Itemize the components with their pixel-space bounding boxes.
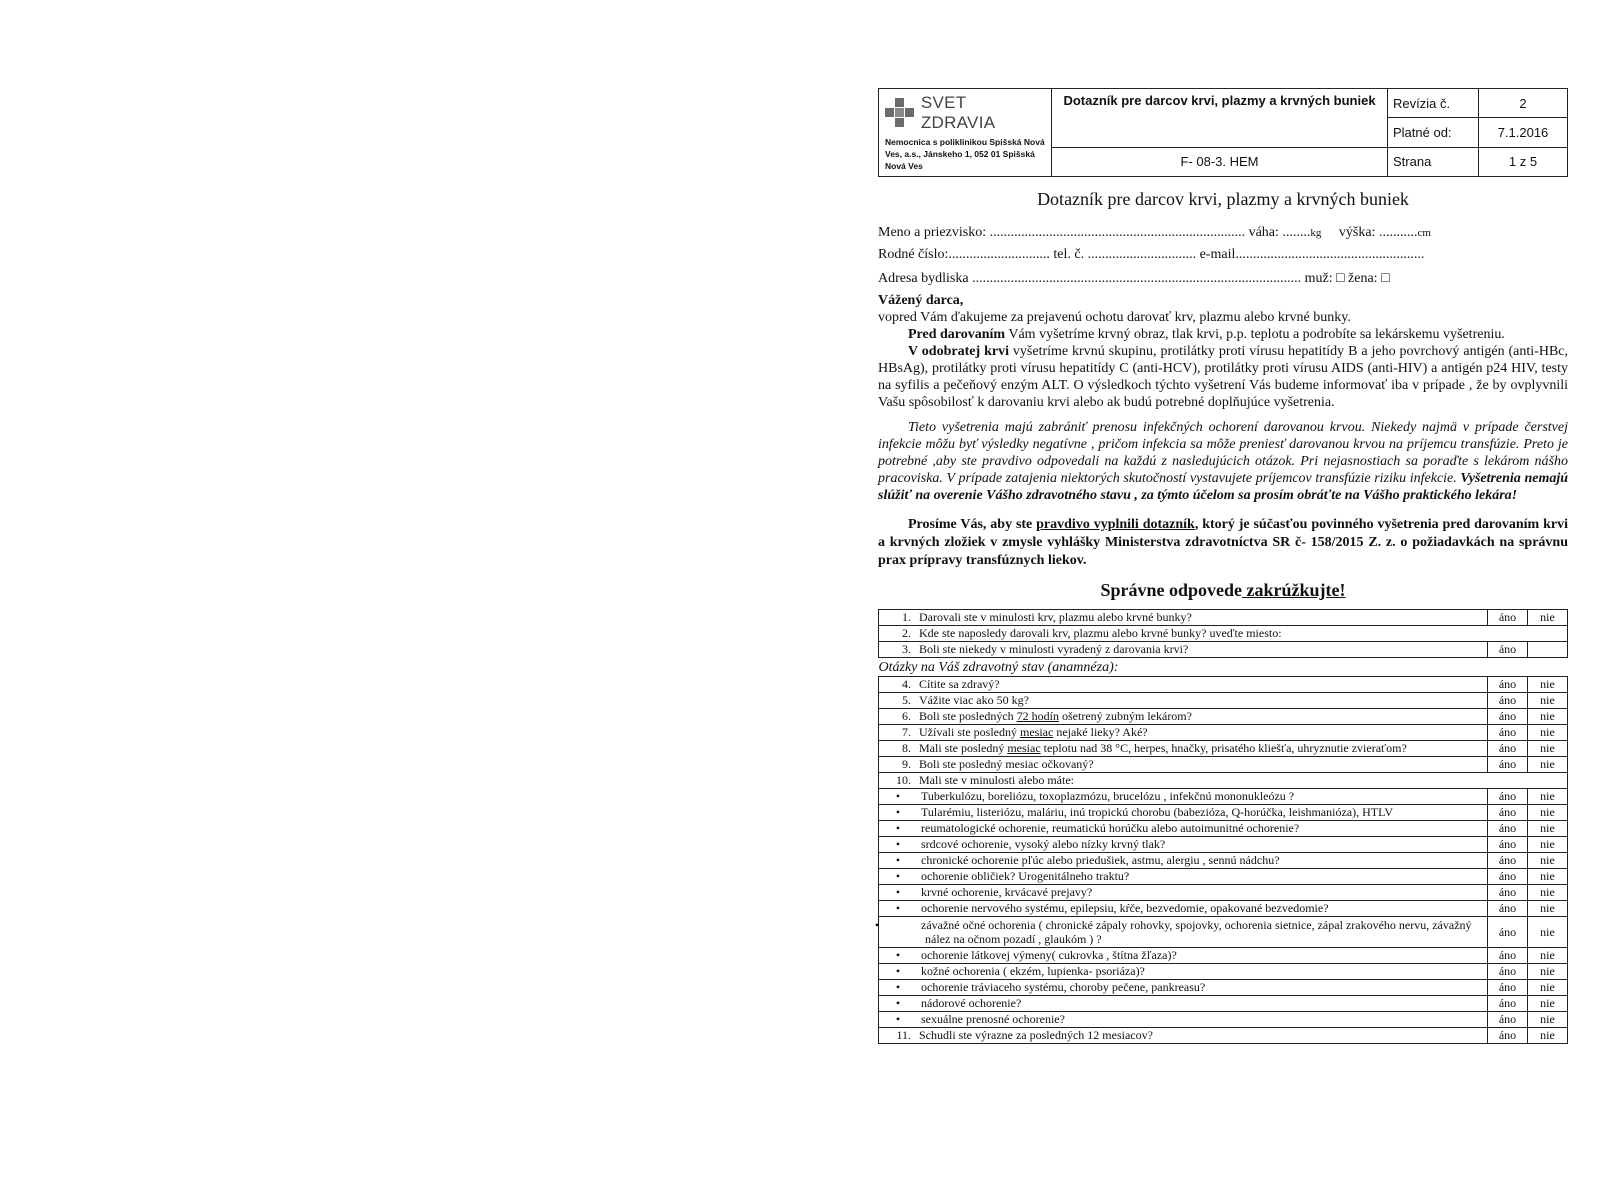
question-row-9 (879, 757, 1568, 773)
intro-text: vopred Vám ďakujeme za prejavenú ochotu darovať krv, plazmu alebo krvné bunky. (878, 310, 1351, 325)
condition-text: ochorenie obličiek? Urogenitálneho traktu? (921, 869, 1130, 883)
blood-tests-bold: V odobratej krvi (908, 344, 1009, 359)
condition-text: srdcové ochorenie, vysoký alebo nízky krvný tlak? (921, 837, 1166, 851)
condition-text: Tuberkulózu, boreliózu, toxoplazmózu, brucelózu , infekčnú mononukleózu ? (921, 789, 1295, 803)
address-gender-line: Adresa bydliska .............................................................................................. muž: □ žena: □ (878, 271, 1390, 286)
page-value: 1 z 5 (1479, 147, 1568, 176)
question-text-underline: 72 hodín (1016, 709, 1060, 723)
condition-row-9 (879, 917, 1568, 948)
question-number: 6. (902, 709, 911, 723)
question-row-7 (879, 725, 1568, 741)
bullet-icon: • (895, 980, 901, 994)
question-number: 10. (896, 773, 911, 787)
valid-from-label: Platné od: (1388, 118, 1479, 147)
answers-instruction-a: Správne odpovede (1100, 580, 1243, 600)
before-donation-text: Vám vyšetríme krvný obraz, tlak krvi, p.p. teplotu a podrobíte sa lekárskemu vyšetreniu. (1005, 327, 1505, 342)
question-row-2 (879, 626, 1568, 642)
condition-text: krvné ochorenie, krvácavé prejavy? (921, 885, 1093, 899)
page-label: Strana (1388, 147, 1479, 176)
question-row-1 (879, 610, 1568, 626)
form-code: F- 08-3. HEM (1052, 147, 1388, 176)
answers-instruction (878, 580, 1568, 601)
question-number: 8. (902, 741, 911, 755)
question-text: Boli ste niekedy v minulosti vyradený z darovania krvi? (919, 642, 1189, 656)
question-text-b: ošetrený zubným lekárom? (1059, 709, 1192, 723)
condition-text: reumatologické ochorenie, reumatickú horúčku alebo autoimunitné ochorenie? (921, 821, 1300, 835)
infection-warning-paragraph (878, 419, 1568, 504)
document-header (878, 88, 1568, 177)
answer-no[interactable]: nie (1528, 996, 1568, 1012)
bullet-icon: • (895, 996, 901, 1010)
question-text: Schudli ste výrazne za posledných 12 mesiacov? (919, 1028, 1153, 1042)
answer-yes[interactable]: áno (1488, 741, 1528, 757)
revision-label: Revízia č. (1388, 89, 1479, 118)
question-number: 3. (902, 642, 911, 656)
condition-row-8 (879, 901, 1568, 917)
blood-tests-text: vyšetríme krvnú skupinu, protilátky proti vírusu hepatitídy B a jeho povrchový antigén (anti-HBc, HBsAg), protilátky proti vírusu hepatitídy C (anti-HCV), protilátky proti vírusu AIDS (anti-HIV) a antigén p24 HIV, testy na syfilis a pečeňový enzým ALT. O výsledkoch týchto vyšetrení Vás budeme informovať iba v prípade , že by ovplyvnili Vašu spôsobilosť k darovaniu krvi alebo ak budú potrebné doplňujúce vyšetrenia. (878, 344, 1568, 410)
answer-no[interactable] (1528, 642, 1568, 658)
answer-no[interactable]: nie (1528, 1028, 1568, 1044)
answer-no[interactable]: nie (1528, 789, 1568, 805)
question-number: 7. (902, 725, 911, 739)
question-row-11 (879, 1028, 1568, 1044)
question-number: 1. (902, 610, 911, 624)
answer-no[interactable]: nie (1528, 741, 1568, 757)
answer-no[interactable]: nie (1528, 821, 1568, 837)
answer-no[interactable]: nie (1528, 885, 1568, 901)
condition-text: chronické ochorenie pľúc alebo priedušiek, astmu, alergiu , sennú nádchu? (921, 853, 1280, 867)
logo-cell (879, 89, 1052, 177)
condition-row-11 (879, 964, 1568, 980)
answer-no[interactable]: nie (1528, 693, 1568, 709)
question-text-a: Užívali ste posledný (919, 725, 1020, 739)
answer-no[interactable]: nie (1528, 805, 1568, 821)
answer-yes[interactable]: áno (1488, 805, 1528, 821)
answer-yes[interactable]: áno (1488, 693, 1528, 709)
question-text-b: teplotu nad 38 °C, herpes, hnačky, prisatého kliešťa, uhryznutie zvieraťom? (1040, 741, 1407, 755)
condition-text: závažné očné ochorenia ( chronické zápaly rohovky, spojovky, ochorenia sietnice, zápal zrakového nervu, závažný nález na očnom pozadí , glaukóm ) ? (921, 918, 1472, 946)
cm-unit: cm (1417, 227, 1431, 239)
name-field: Meno a priezvisko: ......................................................................... váha: ........ (878, 225, 1311, 240)
question-text: Kde ste naposledy darovali krv, plazmu alebo krvné bunky? uveďte miesto: (919, 626, 1282, 640)
blood-tests-paragraph (878, 343, 1568, 411)
bullet-icon: • (895, 885, 901, 899)
answers-instruction-underline: zakrúžkujte! (1242, 580, 1346, 600)
answer-no[interactable]: nie (1528, 1012, 1568, 1028)
question-text: Vážite viac ako 50 kg? (919, 693, 1029, 707)
answer-yes[interactable]: áno (1488, 1028, 1528, 1044)
before-donation-bold: Pred darovaním (908, 327, 1006, 342)
answer-no[interactable]: nie (1528, 757, 1568, 773)
question-number: 2. (902, 626, 911, 640)
answer-yes[interactable]: áno (1488, 901, 1528, 917)
answer-yes[interactable]: áno (1488, 789, 1528, 805)
kg-unit: kg (1310, 227, 1322, 239)
height-field: výška: ........... (1338, 225, 1418, 240)
answer-yes[interactable]: áno (1488, 725, 1528, 741)
request-underline: pravdivo vyplnili dotazník (1036, 517, 1195, 532)
question-text-a: Boli ste posledných (919, 709, 1017, 723)
valid-from-value: 7.1.2016 (1479, 118, 1568, 147)
request-paragraph (878, 516, 1568, 570)
bullet-icon: • (895, 853, 901, 867)
condition-row-1 (879, 789, 1568, 805)
answer-yes[interactable]: áno (1488, 837, 1528, 853)
question-text: Mali ste v minulosti alebo máte: (919, 773, 1074, 787)
question-text-b: nejaké lieky? Aké? (1053, 725, 1148, 739)
bullet-icon: • (895, 837, 901, 851)
question-row-8 (879, 741, 1568, 757)
answer-no[interactable]: nie (1528, 917, 1568, 948)
answer-yes[interactable]: áno (1488, 853, 1528, 869)
condition-row-6 (879, 869, 1568, 885)
question-text-underline: mesiac (1007, 741, 1041, 755)
condition-row-12 (879, 980, 1568, 996)
health-section-row (879, 658, 1568, 677)
answer-yes[interactable]: áno (1488, 709, 1528, 725)
questionnaire-page (874, 88, 1569, 1044)
answer-no[interactable]: nie (1528, 980, 1568, 996)
question-number: 9. (902, 757, 911, 771)
bullet-icon: • (895, 789, 901, 803)
greeting: Vážený darca, (878, 293, 964, 308)
answer-no[interactable]: nie (1528, 964, 1568, 980)
answer-no[interactable]: nie (1528, 869, 1568, 885)
form-title: Dotazník pre darcov krvi, plazmy a krvných buniek (1052, 89, 1388, 148)
condition-row-14 (879, 1012, 1568, 1028)
bullet-icon: • (895, 964, 901, 978)
answer-yes[interactable]: áno (1488, 885, 1528, 901)
logo-name: SVET ZDRAVIA (920, 93, 996, 132)
condition-text: ochorenie nervového systému, epilepsiu, kŕče, bezvedomie, opakované bezvedomie? (921, 901, 1329, 915)
bullet-icon: • (895, 901, 901, 915)
request-text-a: Prosíme Vás, aby ste (908, 517, 1037, 532)
answer-no[interactable]: nie (1528, 725, 1568, 741)
answer-no[interactable]: nie (1528, 709, 1568, 725)
question-text-underline: mesiac (1019, 725, 1054, 739)
bullet-icon: • (895, 869, 901, 883)
condition-row-5 (879, 853, 1568, 869)
revision-value: 2 (1479, 89, 1568, 118)
answer-yes[interactable]: áno (1488, 757, 1528, 773)
question-row-5 (879, 693, 1568, 709)
answer-yes[interactable]: áno (1488, 917, 1528, 948)
document-title: Dotazník pre darcov krvi, plazmy a krvných buniek (1037, 189, 1409, 209)
answer-yes[interactable]: áno (1488, 821, 1528, 837)
bullet-icon: • (895, 1012, 901, 1026)
bullet-icon: • (895, 948, 901, 962)
answer-no[interactable]: nie (1528, 853, 1568, 869)
condition-text: sexuálne prenosné ochorenie? (921, 1012, 1065, 1026)
question-row-10 (879, 773, 1568, 789)
condition-row-3 (879, 821, 1568, 837)
answer-yes[interactable]: áno (1488, 996, 1528, 1012)
question-text: Darovali ste v minulosti krv, plazmu alebo krvné bunky? (919, 610, 1192, 624)
request-text-b: , ktorý je súčasťou povinného vyšetrenia pred darovaním krvi a krvných zložiek v zmysle vyhlášky Ministerstva zdravotníctva SR č- 158/2015 Z. z. o požiadavkách na správnu prax prípravy transfúznych liekov. (878, 517, 1568, 568)
question-text: Cítite sa zdravý? (919, 677, 1000, 691)
answer-yes[interactable]: áno (1488, 980, 1528, 996)
answer-yes[interactable]: áno (1488, 948, 1528, 964)
question-row-4 (879, 677, 1568, 693)
bullet-icon: • (895, 821, 901, 835)
condition-row-2 (879, 805, 1568, 821)
condition-text: kožné ochorenia ( ekzém, lupienka- psoriáza)? (921, 964, 1145, 978)
question-text: Boli ste posledný mesiac očkovaný? (919, 757, 1094, 771)
question-row-6 (879, 709, 1568, 725)
question-number: 11. (896, 1028, 911, 1042)
answer-yes[interactable]: áno (1488, 610, 1528, 626)
answer-yes[interactable]: áno (1488, 1012, 1528, 1028)
answer-no[interactable]: nie (1528, 677, 1568, 693)
question-text-a: Mali ste posledný (919, 741, 1008, 755)
answer-yes[interactable]: áno (1488, 677, 1528, 693)
question-number: 4. (902, 677, 911, 691)
infection-warning-bold: Vyšetrenia nemajú slúžiť na overenie Vášho zdravotného stavu , za týmto účelom sa prosím obráťte na Vášho praktického lekára! (878, 471, 1569, 503)
bullet-icon: • (874, 918, 880, 932)
condition-row-10 (879, 948, 1568, 964)
bullet-icon: • (895, 805, 901, 819)
condition-row-4 (879, 837, 1568, 853)
infection-warning-text: Tieto vyšetrenia majú zabrániť prenosu infekčných ochorení darovanou krvou. Niekedy najmä v prípade čerstvej infekcie môžu byť výsledky negatívne , pričom infekcia sa môže preniesť darovanou krvou na príjemcu transfúzie. Preto je potrebné ,aby ste pravdivo odpovedali na každú z nasledujúcich otázok. Pri nejasnostiach sa poraďte s lekárom nášho pracoviska. V prípade zatajenia niektorých skutočností vystavujete príjemcov transfúzie riziku infekcie. (878, 420, 1568, 486)
condition-row-13 (879, 996, 1568, 1012)
question-number: 5. (902, 693, 911, 707)
answer-no[interactable]: nie (1528, 948, 1568, 964)
questions-table (874, 609, 1568, 1044)
condition-text: ochorenie látkovej výmeny( cukrovka , štítna žľaza)? (921, 948, 1177, 962)
name-weight-height-line (878, 222, 1568, 244)
condition-text: ochorenie tráviaceho systému, choroby pečene, pankreasu? (921, 980, 1206, 994)
id-phone-email-line: Rodné číslo:............................. tel. č. ............................... e-mail...................................................... (878, 247, 1425, 262)
answer-yes[interactable]: áno (1488, 964, 1528, 980)
condition-text: nádorové ochorenie? (921, 996, 1022, 1010)
answer-no[interactable]: nie (1528, 901, 1568, 917)
answer-no[interactable]: nie (1528, 610, 1568, 626)
answer-no[interactable]: nie (1528, 837, 1568, 853)
logo (885, 93, 1045, 133)
hospital-address: Nemocnica s poliklinikou Spišská Nová Ves, a.s., Jánskeho 1, 052 01 Spišská Nová Ves (885, 137, 1045, 171)
cross-logo-icon (885, 98, 915, 128)
condition-text: Tularémiu, listeriózu, maláriu, inú tropickú chorobu (babezióza, Q-horúčka, leishmanióza), HTLV (921, 805, 1393, 819)
question-row-3 (879, 642, 1568, 658)
answer-yes[interactable]: áno (1488, 869, 1528, 885)
condition-row-7 (879, 885, 1568, 901)
answer-yes[interactable]: áno (1488, 642, 1528, 658)
health-section-label: Otázky na Váš zdravotný stav (anamnéza): (879, 658, 1568, 677)
before-donation-paragraph (878, 326, 1568, 343)
